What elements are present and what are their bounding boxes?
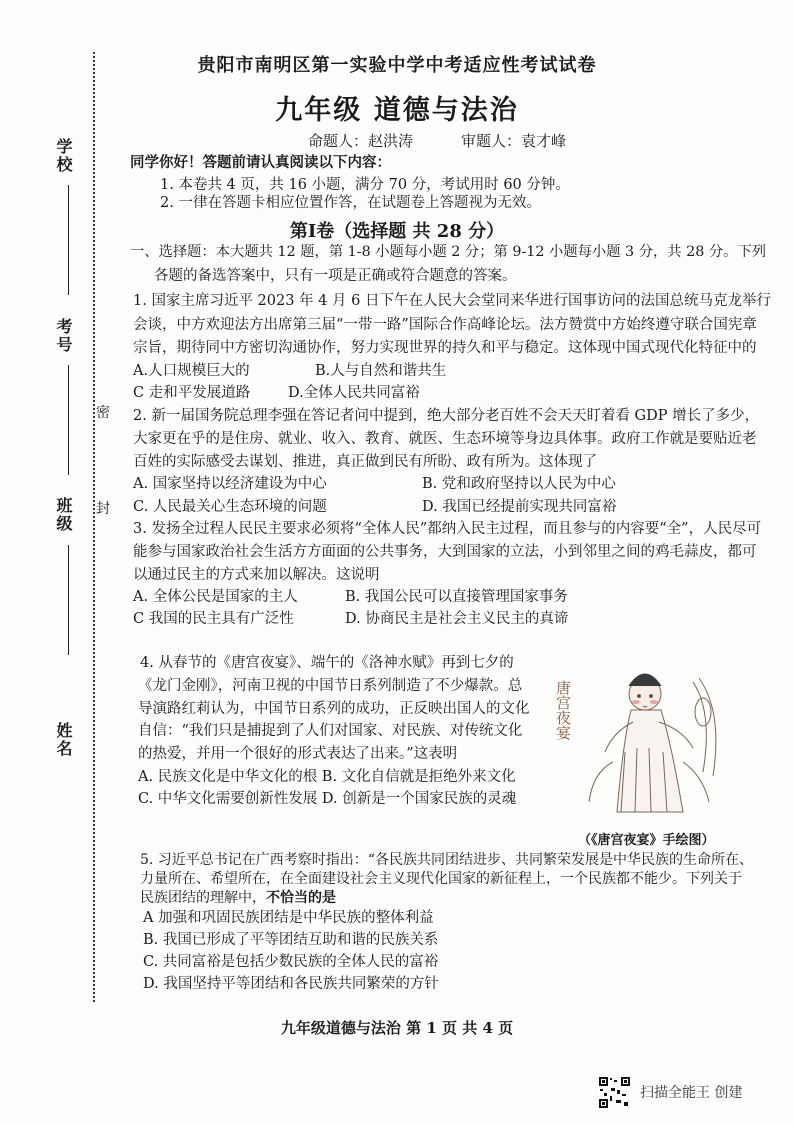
qr-code-icon bbox=[598, 1076, 631, 1109]
q3-line-2: 能参与国家政治社会生活方方面面的公共事务，大到国家的立法，小到邻里之间的鸡毛蒜皮，都可 bbox=[133, 544, 757, 560]
tanggong-yeyan-illustration bbox=[553, 652, 749, 818]
page-footer: 九年级道德与法治 第 1 页 共 4 页 bbox=[280, 1019, 514, 1037]
q2-option-a: A. 国家坚持以经济建设为中心 bbox=[133, 476, 327, 492]
margin-label-exam-no: 考号 bbox=[54, 318, 73, 354]
q4-options-cd: C. 中华文化需要创新性发展 D. 创新是一个国家民族的灵魂 bbox=[138, 791, 517, 807]
q4-line-2: 《龙门金刚》，河南卫视的中国节日系列制造了不少爆款。总 bbox=[138, 678, 523, 694]
q5-option-b: B. 我国已形成了平等团结互助和谐的民族关系 bbox=[143, 932, 439, 948]
margin-line-class bbox=[68, 545, 69, 655]
scanner-watermark: 扫描全能王 创建 bbox=[640, 1085, 743, 1101]
margin-line-exam-no bbox=[68, 365, 69, 475]
q2-line-1: 2. 新一届国务院总理李强在答记者问中提到，绝大部分老百姓不会天天盯着看 GDP 增长了多少， bbox=[133, 408, 760, 424]
q4-options-ab: A. 民族文化是中华文化的根 B. 文化自信就是拒绝外来文化 bbox=[138, 769, 516, 785]
q3-option-c: C 我国的民主具有广泛性 bbox=[133, 611, 294, 627]
q3-option-b: B. 我国公民可以直接管理国家事务 bbox=[345, 589, 568, 605]
exam-title: 贵阳市南明区第一实验中学中考适应性考试试卷 bbox=[197, 55, 597, 76]
q1-line-2: 会谈，中方欢迎法方出席第三届“一带一路”国际合作高峰论坛。法方赞赏中方始终遵守联合国宪章 bbox=[133, 317, 757, 333]
q5-line-3 bbox=[140, 888, 336, 908]
q5-line-1: 5. 习近平总书记在广西考察时指出：“各民族共同团结进步、共同繁荣发展是中华民族的生命所在、 bbox=[140, 852, 753, 868]
margin-label-class: 班级 bbox=[54, 497, 73, 533]
section-title: 第Ⅰ卷（选择题 共 28 分） bbox=[289, 221, 505, 242]
q5-option-d: D. 我国坚持平等团结和各民族共同繁荣的方针 bbox=[143, 976, 439, 992]
q5-line-3-text: 民族团结的理解中， bbox=[140, 890, 266, 906]
margin-label-school: 学校 bbox=[54, 138, 73, 174]
q2-line-2: 大家更在乎的是住房、就业、收入、教育、就医、生态环境等身边具体事。政府工作就是要贴近老 bbox=[133, 431, 757, 447]
notice-item-1: 1. 本卷共 4 页，共 16 小题，满分 70 分，考试用时 60 分钟。 bbox=[160, 177, 570, 193]
reviewer: 审题人：袁才峰 bbox=[461, 132, 567, 150]
q2-option-d: D. 我国已经提前实现共同富裕 bbox=[422, 499, 617, 515]
q1-option-b: B.人与自然和谐共生 bbox=[315, 363, 447, 379]
q5-option-c: C. 共同富裕是包括少数民族的全体人民的富裕 bbox=[143, 954, 439, 970]
notice-greeting: 同学你好！答题前请认真阅读以下内容： bbox=[130, 154, 391, 171]
q4-line-3: 导演路红莉认为，中国节日系列的成功，正反映出国人的文化 bbox=[138, 701, 530, 717]
q2-option-c: C. 人民最关心生态环境的问题 bbox=[133, 499, 327, 515]
q1-line-1: 1. 国家主席习近平 2023 年 4 月 6 日下午在人民大会堂同来华进行国事访问的法国总统马克龙举行 bbox=[133, 293, 771, 309]
q3-line-1: 3. 发扬全过程人民民主要求必须将“全体人民”都纳入民主过程，而且参与的内容要“全”，人民尽可 bbox=[133, 521, 762, 537]
margin-label-name: 姓名 bbox=[54, 722, 73, 758]
q1-line-3: 宗旨，期待同中方密切沟通协作，努力实现世界的持久和平与稳定。这体现中国式现代化特征中的 bbox=[133, 340, 757, 356]
illustration-caption: （《唐宫夜宴》手绘图） bbox=[578, 833, 715, 848]
section-intro-1: 一、选择题：本大题共 12 题，第 1-8 小题每小题 2 分；第 9-12 小题每小题 3 分，共 28 分。下列 bbox=[130, 244, 767, 260]
q1-option-d: D.全体人民共同富裕 bbox=[288, 385, 420, 401]
q1-option-a: A.人口规模巨大的 bbox=[133, 363, 250, 379]
notice-item-2: 2. 一律在答题卡相应位置作答，在试题卷上答题视为无效。 bbox=[160, 195, 541, 211]
seal-char-feng: 封 bbox=[96, 501, 110, 517]
q3-line-3: 以通过民主的方式来加以解决。这说明 bbox=[133, 567, 380, 583]
binding-dotted-line bbox=[93, 52, 95, 1002]
seal-char-mi: 密 bbox=[96, 405, 110, 421]
q3-option-a: A. 全体公民是国家的主人 bbox=[133, 589, 298, 605]
q3-option-d: D. 协商民主是社会主义民主的真谛 bbox=[345, 611, 569, 627]
illustration-title-text bbox=[554, 680, 572, 741]
q4-line-1: 4. 从春节的《唐宫夜宴》、端午的《洛神水赋》再到七夕的 bbox=[140, 655, 514, 671]
q5-option-a: A 加强和巩固民族团结是中华民族的整体利益 bbox=[143, 910, 434, 926]
svg-text:唐宫夜宴: 唐宫夜宴 bbox=[554, 680, 572, 740]
q2-option-b: B. 党和政府坚持以人民为中心 bbox=[422, 476, 616, 492]
q5-line-2: 力量所在、希望所在，在全面建设社会主义现代化国家的新征程上，一个民族都不能少。下列关于 bbox=[140, 871, 742, 887]
q5-emphasis: 不恰当的是 bbox=[266, 890, 336, 906]
author: 命题人：赵洪涛 bbox=[308, 132, 414, 150]
q2-line-3: 百姓的实际感受去谋划、推进，真正做到民有所盼、政有所为。这体现了 bbox=[133, 454, 597, 470]
q4-line-5: 的热爱，并用一个很好的形式表达了出来。”这表明 bbox=[138, 746, 458, 762]
q4-line-4: 自信：“我们只是捕捉到了人们对国家、对民族、对传统文化 bbox=[138, 723, 523, 739]
q1-option-c: C 走和平发展道路 bbox=[133, 385, 251, 401]
subject-title: 九年级 道德与法治 bbox=[275, 95, 519, 126]
section-intro-2: 各题的备选答案中，只有一项是正确或符合题意的答案。 bbox=[154, 268, 517, 284]
authors-line bbox=[308, 130, 614, 151]
